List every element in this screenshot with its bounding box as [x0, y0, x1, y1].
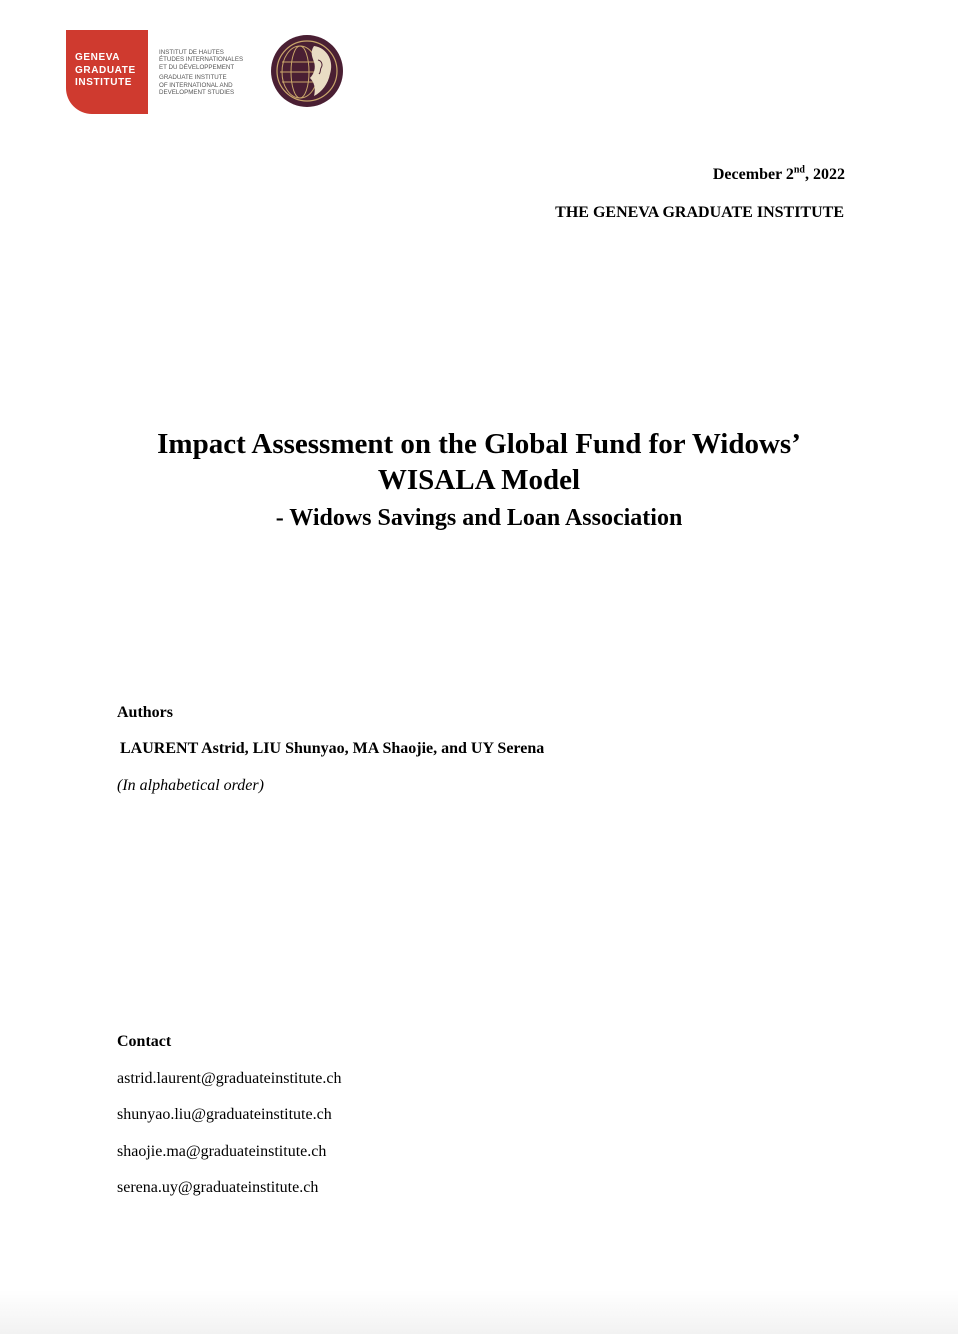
- date-line: [713, 166, 845, 184]
- contact-email[interactable]: shunyao.liu@graduateinstitute.ch: [117, 1106, 332, 1123]
- document-title: [0, 426, 958, 538]
- logo-sub-en-1: GRADUATE INSTITUTE: [159, 74, 227, 82]
- logo-sub-fr-1: INSTITUT DE HAUTES: [159, 49, 224, 56]
- contact-email[interactable]: shaojie.ma@graduateinstitute.ch: [117, 1143, 327, 1160]
- logo-line-3: INSTITUTE: [75, 77, 133, 88]
- logo-sub-en-2: OF INTERNATIONAL AND: [159, 81, 233, 89]
- authors-names: LAURENT Astrid, LIU Shunyao, MA Shaojie, and UY Serena: [120, 740, 545, 757]
- logo-sub-fr-3: ET DU DÉVELOPPEMENT: [159, 63, 235, 71]
- subtitle: - Widows Savings and Loan Association: [275, 505, 683, 531]
- logo-line-1: GENEVA: [75, 52, 121, 63]
- contact-email[interactable]: serena.uy@graduateinstitute.ch: [117, 1179, 319, 1196]
- logo-subtitle: [159, 49, 269, 96]
- logo-line-2: GRADUATE: [75, 64, 136, 76]
- logo-sub-en-3: DEVELOPMENT STUDIES: [159, 89, 235, 97]
- globe-woman-logo-icon: [270, 34, 344, 108]
- date-superscript: nd: [793, 164, 805, 176]
- institute-name: THE GENEVA GRADUATE INSTITUTE: [555, 204, 844, 221]
- authors-order-note: (In alphabetical order): [117, 777, 264, 794]
- logo-sub-fr-2: ÉTUDES INTERNATIONALES: [159, 56, 244, 64]
- authors-heading: Authors: [117, 704, 174, 721]
- title-line-1: Impact Assessment on the Global Fund for Widows’: [157, 428, 801, 460]
- contact-heading: Contact: [117, 1033, 172, 1050]
- page-bottom-shadow: [0, 1290, 958, 1334]
- contact-email[interactable]: astrid.laurent@graduateinstitute.ch: [117, 1070, 342, 1087]
- geneva-graduate-institute-logo: [66, 30, 148, 114]
- date-prefix: December 2: [712, 166, 794, 183]
- title-line-2: WISALA Model: [377, 464, 581, 496]
- date-suffix: , 2022: [805, 166, 845, 183]
